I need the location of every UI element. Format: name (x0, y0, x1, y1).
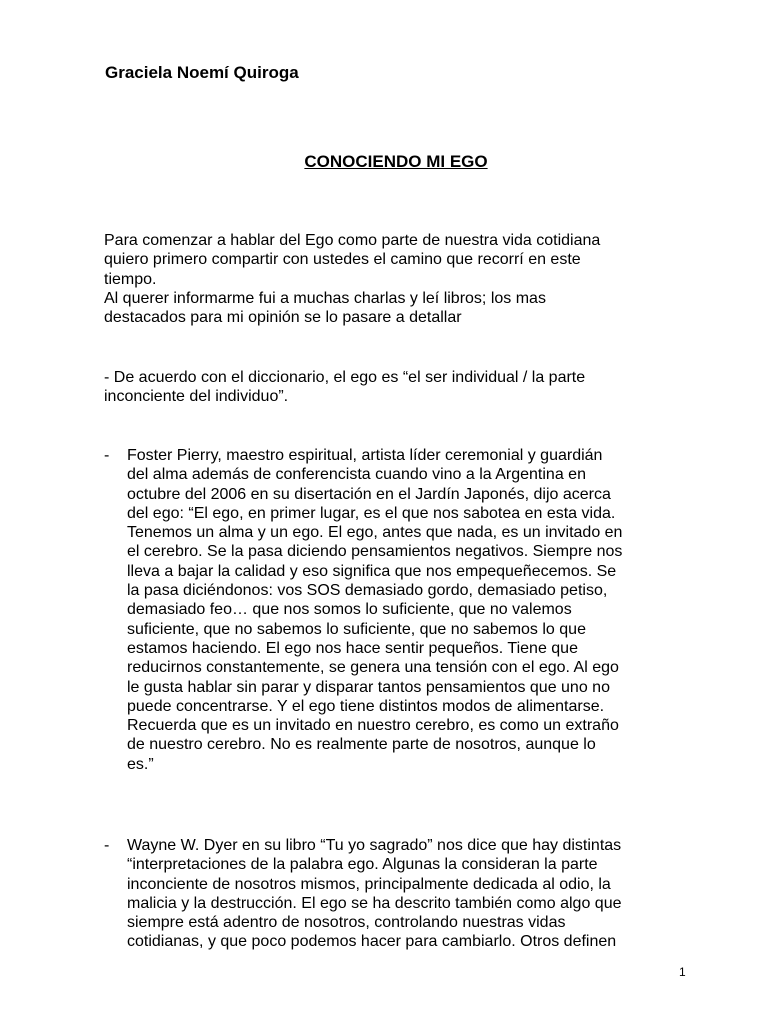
author-name: Graciela Noemí Quiroga (105, 63, 299, 82)
bullet-text: Wayne W. Dyer en su libro “Tu yo sagrado” nos dice que hay distintas “interpretaciones de la palabra ego. Algunas la consideran la parte inconciente de nosotros mismos, principalmente dedicada al odio, la malicia y la destrucción. El ego se ha descrito también como algo que siempre está adentro de nosotros, controlando nuestras vidas cotidianas, y que poco podemos hacer para cambiarlo. Otros definen (127, 837, 622, 951)
intro-paragraph: Para comenzar a hablar del Ego como parte de nuestra vida cotidiana quiero primero compartir con ustedes el camino que recorrí en este tiempo. Al querer informarme fui a muchas charlas y leí libros; los mas destacados para mi opinión se lo pasare a detallar (104, 232, 601, 327)
dictionary-paragraph: - De acuerdo con el diccionario, el ego es “el ser individual / la parte inconciente del individuo”. (104, 369, 586, 406)
bullet-dash: - (104, 447, 110, 464)
bullet-item-foster-pierry (104, 446, 704, 774)
bullet-item-wayne-dyer (104, 836, 704, 952)
bullet-text: Foster Pierry, maestro espiritual, artista líder ceremonial y guardián del alma además de conferencista cuando vino a la Argentina en octubre del 2006 en su disertación en el Jardín Japonés, dijo acerca del ego: “El ego, en primer lugar, es el que nos sabotea en esta vida. Tenemos un alma y un ego. El ego, antes que nada, es un invitado en el cerebro. Se la pasa diciendo pensamientos negativos. Siempre nos lleva a bajar la calidad y eso significa que nos empequeñecemos. Se la pasa diciéndonos: vos SOS demasiado gordo, demasiado petiso, demasiado feo… que nos somos lo suficiente, que no valemos suficiente, que no sabemos lo suficiente, que no sabemos lo que estamos haciendo. El ego nos hace sentir pequeños. Tiene que reducirnos constantemente, se genera una tensión con el ego. Al ego le gusta hablar sin parar y disparar tantos pensamientos que uno no puede concentrarse. Y el ego tiene distintos modos de alimentarse. Recuerda que es un invitado en nuestro cerebro, es como un extraño de nuestro cerebro. No es realmente parte de nosotros, aunque lo es.” (127, 447, 623, 773)
document-title: CONOCIENDO MI EGO (304, 152, 488, 171)
page-number: 1 (679, 965, 686, 979)
bullet-dash: - (104, 837, 110, 854)
